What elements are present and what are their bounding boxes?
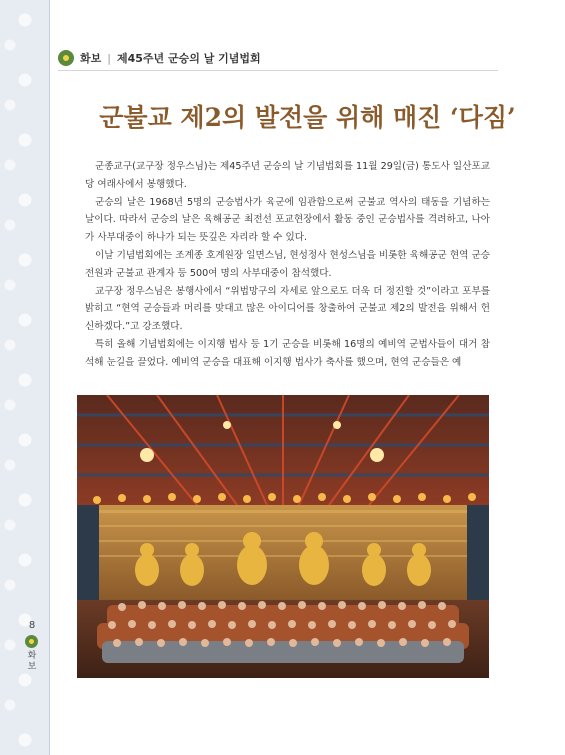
dharma-wheel-icon	[25, 635, 38, 648]
article-title: 군불교 제2의 발전을 위해 매진 ‘다짐’	[99, 103, 516, 132]
temple-group-photo	[77, 395, 489, 678]
section-header	[58, 50, 261, 66]
header-divider	[58, 70, 498, 71]
paragraph: 군승의 날은 1968년 5명의 군승법사가 육군에 임관함으로써 군불교 역사의 태동을 기념하는 날이다. 따라서 군승의 날은 육해공군 최전선 포교현장에서 활동 중인 군승법사를 격려하고, 나아가 사부대중이 하나가 되는 뜻깊은 자리라 할 수 있다.	[85, 196, 490, 244]
paragraph: 교구장 정우스님은 봉행사에서 “위법망구의 자세로 앞으로도 더욱 더 정진할 것”이라고 포부를 밝히고 “현역 군승들과 머리를 맞대고 많은 아이디어를 창출하여 군불교 제2의 발전을 위해서 헌신하겠다.”고 강조했다.	[85, 285, 490, 333]
header-separator: |	[107, 51, 111, 65]
dharma-wheel-icon	[58, 50, 74, 66]
event-label: 제45주년 군승의 날 기념법회	[116, 52, 261, 65]
article-body	[85, 158, 490, 372]
page-number: 8	[28, 620, 36, 631]
section-label: 화보	[80, 52, 102, 65]
paragraph: 특히 올해 기념법회에는 이지행 법사 등 1기 군승을 비롯해 16명의 예비역 군법사들이 대거 참석해 눈길을 끌었다. 예비역 군승을 대표해 이지행 법사가 축사를 했으며, 현역 군승들은 예	[85, 338, 490, 368]
paragraph: 이날 기념법회에는 조계종 호계원장 일면스님, 현성정사 현성스님을 비롯한 육해공군 현역 군승 전원과 군불교 관계자 등 500여 명의 사부대중이 참석했다.	[85, 249, 490, 279]
page-section-label: 화보	[27, 651, 37, 672]
paragraph: 군종교구(교구장 정우스님)는 제45주년 군승의 날 기념법회를 11월 29일(금) 통도사 일산포교당 여래사에서 봉행했다.	[85, 161, 490, 190]
